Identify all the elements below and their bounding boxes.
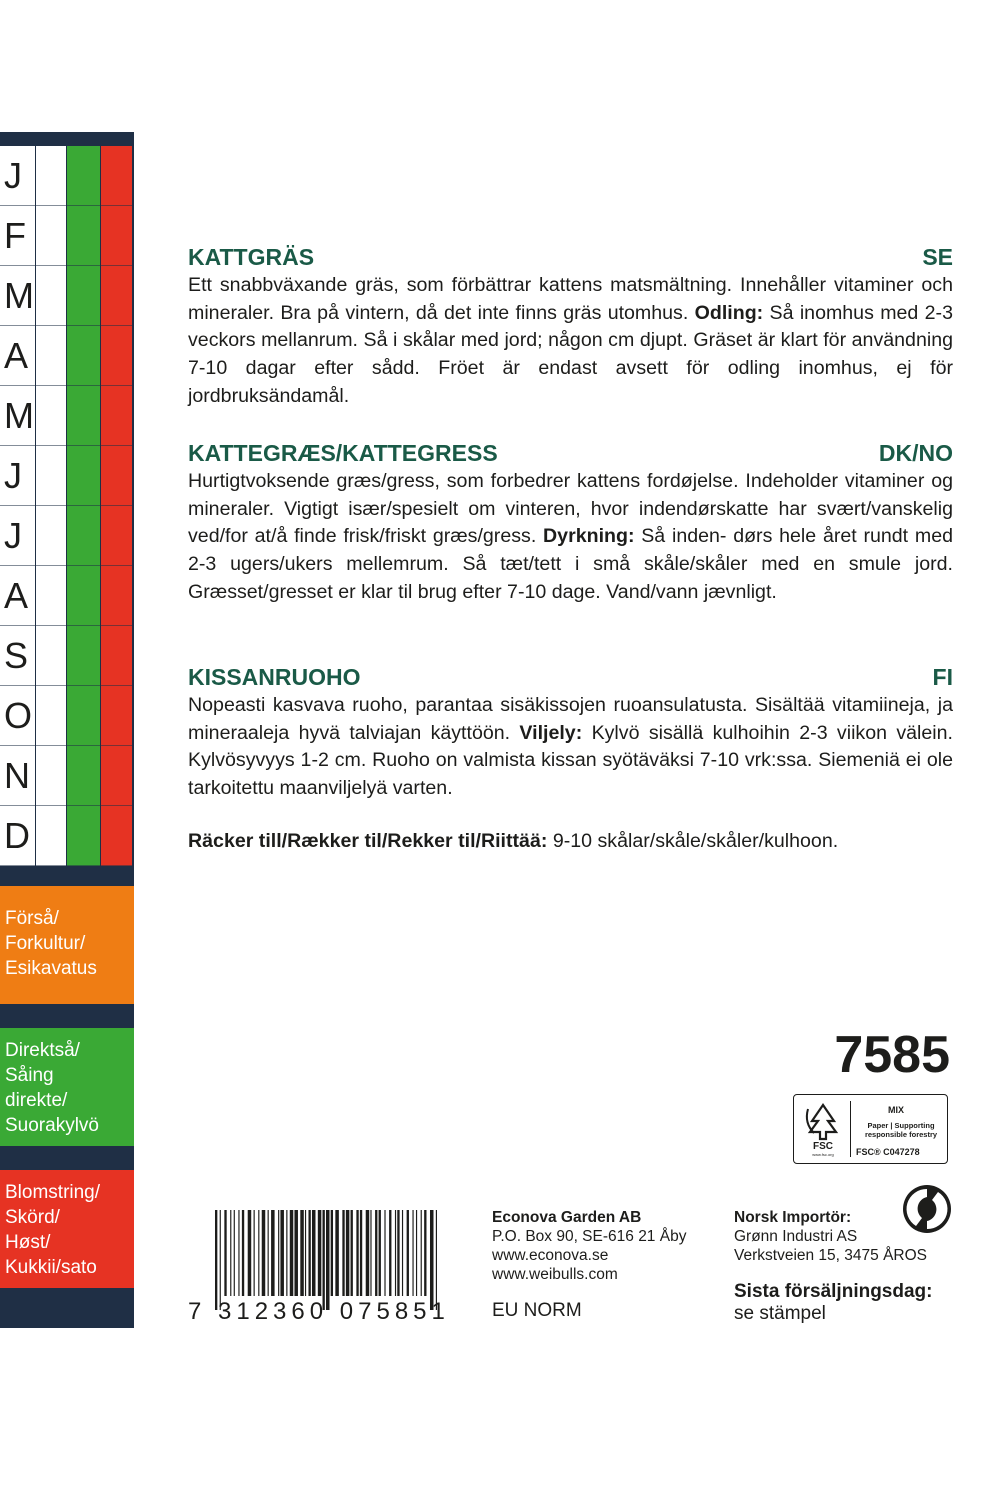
legend-direct-line: direkte/ (5, 1090, 68, 1111)
barcode-bar (305, 1210, 306, 1296)
barcode-bar (436, 1210, 437, 1310)
barcode-bar (424, 1210, 426, 1296)
barcode-bar (407, 1210, 409, 1296)
barcode-bar (308, 1210, 310, 1296)
barcode-bar (402, 1210, 403, 1296)
section-title: KISSANRUOHO (188, 664, 361, 690)
direct-sow-cell (67, 566, 100, 626)
presow-cell (36, 386, 66, 446)
barcode-bar (366, 1210, 370, 1296)
section-body (188, 272, 953, 411)
barcode-digits: 7 312360 075851 (188, 1298, 450, 1325)
company-web: www.weibulls.com (492, 1266, 618, 1283)
importer-name: Grønn Industri AS (734, 1228, 858, 1245)
legend-presow-line: Forkultur/ (5, 933, 86, 954)
fsc-label (793, 1094, 948, 1164)
month-letter: S (0, 626, 35, 686)
barcode-bar (234, 1210, 235, 1296)
barcode-bar (335, 1210, 339, 1296)
barcode-bar (280, 1210, 284, 1296)
presow-cell (36, 746, 66, 806)
company-name: Econova Garden AB (492, 1209, 642, 1226)
barcode-bar (360, 1210, 362, 1296)
yield-value: 9-10 skålar/skåle/skåler/kulhoon. (547, 830, 839, 852)
section-lang: FI (932, 664, 953, 690)
importer-address: Verkstveien 15, 3475 ÅROS (734, 1247, 928, 1264)
bloom-cell (101, 146, 132, 206)
barcode-bar (395, 1210, 396, 1296)
fsc-code: FSC® C047278 (856, 1147, 920, 1157)
barcode-bar (318, 1210, 322, 1296)
barcode-bar (346, 1210, 350, 1296)
legend-bloom-line: Skörd/ (5, 1207, 60, 1228)
legend-bloom-harvest (0, 1170, 134, 1288)
presow-cell (36, 146, 66, 206)
month-letter: N (0, 746, 35, 806)
month-letter: J (0, 146, 35, 206)
barcode-bar (220, 1210, 221, 1310)
barcode-bar (262, 1210, 266, 1296)
bloom-cell (101, 386, 132, 446)
direct-sow-cell (67, 446, 100, 506)
legend-direct-line: Direktså/ (5, 1040, 80, 1061)
fsc-divider (850, 1101, 851, 1157)
barcode-bar (278, 1210, 279, 1296)
fsc-tree-icon (800, 1101, 846, 1157)
barcode-bar (379, 1210, 381, 1296)
legend-bloom-line: Kukkii/sato (5, 1257, 97, 1278)
month-letter: A (0, 566, 35, 626)
barcode-bar (312, 1210, 316, 1296)
barcode-bar (254, 1210, 255, 1296)
section-header (188, 664, 953, 692)
bloom-cell (101, 206, 132, 266)
section-se (188, 244, 953, 411)
body-label: Odling: (694, 301, 764, 324)
body-text: Nopeasti kasvava ruoho, parantaa sisäkissojen ruoansulatusta. Sisältää vitamiineja, ja mineraaleja hyvä talviajan käyttöön. (188, 694, 953, 744)
barcode-bar (375, 1210, 377, 1296)
body-text: Kylvö sisällä kulhoihin 2-3 viikon välein. Kylvösyvyys 1-2 cm. Ruoho on valmista kissan syötäväksi 7-10 vrk:ssa. Siemeniä ei ole tarkoitettu maanviljelyä varten. (188, 721, 953, 800)
barcode-bar (342, 1210, 344, 1296)
barcode-bar (300, 1210, 304, 1296)
barcode-bar (430, 1210, 434, 1310)
last-sale-head: Sista försäljningsdag: (734, 1281, 933, 1302)
direct-sow-cell (67, 206, 100, 266)
presow-cell (36, 506, 66, 566)
legend-presow-line: Förså/ (5, 908, 59, 929)
fsc-mix: MIX (888, 1105, 905, 1115)
barcode-bar (271, 1210, 275, 1296)
last-sale-day (734, 1281, 932, 1325)
body-text: Hurtigtvoksende græs/gress, som forbedrer kattens fordøjelse. Indeholder vitaminer og mineraler. Vigtigt især/spesielt om vinteren, hvor indendørskatte har svært/vanskelig ved/for at/å finde frisk/friskt græs/gress. (188, 470, 953, 548)
month-letter: J (0, 506, 35, 566)
barcode-bar (412, 1210, 413, 1296)
presow-cell (36, 566, 66, 626)
month-row (0, 626, 134, 686)
legend-bloom-line: Blomstring/ (5, 1182, 101, 1203)
section-header (188, 440, 953, 468)
presow-cell (36, 806, 66, 866)
body-text: Så inomhus med 2-3 veckors mellanrum. Så i skålar med jord; någon cm djupt. Gräset är klart för användning 7-10 dagar efter sådd. Fröet är endast avsett för odling inomhus, ej för jordbruksändamål. (188, 301, 953, 407)
legend-presow (0, 886, 134, 1004)
barcode-bar (268, 1210, 269, 1296)
article-number: 7585 (834, 1026, 950, 1084)
barcode-bar (242, 1210, 244, 1296)
legend-bloom-line: Høst/ (5, 1232, 51, 1253)
month-row (0, 326, 134, 386)
fsc-subtitle: Paper | Supporting responsible forestry (864, 1121, 938, 1139)
direct-sow-cell (67, 506, 100, 566)
barcode-bar (258, 1210, 259, 1296)
yield-label: Räcker till/Rækker til/Rekker til/Riittää: (188, 830, 548, 852)
body-label: Viljely: (519, 721, 583, 744)
section-lang: DK/NO (878, 440, 953, 466)
month-calendar (0, 146, 134, 866)
bloom-cell (101, 326, 132, 386)
body-text: Ett snabbväxande gräs, som förbättrar kattens matsmältning. Innehåller vitaminer och mineraler. Bra på vintern, då det inte finns gräs utomhus. (188, 274, 953, 324)
month-row (0, 506, 134, 566)
section-title: KATTGRÄS (188, 244, 315, 270)
barcode-bar (230, 1210, 231, 1296)
barcode-bar (421, 1210, 422, 1296)
barcode-bar (326, 1210, 330, 1310)
section-fi (188, 664, 953, 803)
bloom-cell (101, 806, 132, 866)
barcode-bar (286, 1210, 287, 1296)
company-web: www.econova.se (492, 1247, 609, 1264)
barcode-bar (331, 1210, 333, 1296)
month-letter: F (0, 206, 35, 266)
importer-head: Norsk Importör: (734, 1209, 852, 1226)
bloom-cell (101, 626, 132, 686)
bloom-cell (101, 746, 132, 806)
company-address: P.O. Box 90, SE-616 21 Åby (492, 1228, 687, 1245)
direct-sow-cell (67, 266, 100, 326)
bloom-cell (101, 446, 132, 506)
barcode-icon (215, 1210, 437, 1310)
company-info (492, 1208, 686, 1284)
barcode-bar (370, 1210, 371, 1296)
legend-direct-sow (0, 1028, 134, 1146)
legend-direct-line: Suorakylvö (5, 1115, 99, 1136)
month-row (0, 806, 134, 866)
presow-cell (36, 266, 66, 326)
yield-info (188, 830, 838, 853)
section-body (188, 692, 953, 803)
month-letter: M (0, 266, 35, 326)
bloom-cell (101, 266, 132, 326)
section-lang: SE (922, 244, 953, 270)
bloom-cell (101, 566, 132, 626)
barcode-bar (294, 1210, 298, 1296)
month-row (0, 266, 134, 326)
month-letter: D (0, 806, 35, 866)
body-label: Dyrkning: (543, 525, 635, 548)
barcode-bar (416, 1210, 417, 1296)
bloom-cell (101, 506, 132, 566)
direct-sow-cell (67, 146, 100, 206)
month-letter: M (0, 386, 35, 446)
legend-presow-line: Esikavatus (5, 958, 97, 979)
importer-info (734, 1208, 927, 1265)
barcode-bar (224, 1210, 226, 1296)
month-row (0, 146, 134, 206)
bloom-cell (101, 686, 132, 746)
legend-direct-line: Såing (5, 1065, 54, 1086)
presow-cell (36, 206, 66, 266)
presow-cell (36, 326, 66, 386)
barcode-bar (351, 1210, 353, 1296)
direct-sow-cell (67, 806, 100, 866)
barcode-bar (389, 1210, 391, 1296)
barcode-bar (248, 1210, 252, 1296)
month-letter: O (0, 686, 35, 746)
fsc-logo-text: FSC (813, 1141, 833, 1152)
recycle-icon (902, 1184, 952, 1234)
presow-cell (36, 686, 66, 746)
presow-cell (36, 446, 66, 506)
direct-sow-cell (67, 626, 100, 686)
barcode-bar (322, 1210, 324, 1310)
section-header (188, 244, 953, 272)
month-row (0, 746, 134, 806)
barcode-bar (397, 1210, 399, 1296)
month-letter: J (0, 446, 35, 506)
month-row (0, 686, 134, 746)
barcode-bar (356, 1210, 358, 1296)
last-sale-value: se stämpel (734, 1303, 826, 1324)
month-row (0, 446, 134, 506)
section-body (188, 468, 953, 607)
body-text: Så inden- dørs hele året rundt med 2-3 ugers/ukers mellemrum. Så tæt/tett i små skåle/skåler med en smule jord. Græsset/gresset er klar til brug efter 7-10 dage. Vand/vann jævnligt. (188, 525, 953, 603)
barcode-bar (290, 1210, 294, 1296)
fsc-url: www.fsc.org (812, 1152, 834, 1157)
month-row (0, 566, 134, 626)
presow-cell (36, 626, 66, 686)
eu-norm: EU NORM (492, 1300, 582, 1321)
section-dk-no (188, 440, 953, 607)
barcode-bar (215, 1210, 217, 1310)
barcode-bar (384, 1210, 385, 1296)
month-row (0, 206, 134, 266)
barcode-bar (238, 1210, 239, 1296)
direct-sow-cell (67, 746, 100, 806)
month-letter: A (0, 326, 35, 386)
direct-sow-cell (67, 686, 100, 746)
row-separator (0, 865, 134, 866)
direct-sow-cell (67, 386, 100, 446)
direct-sow-cell (67, 326, 100, 386)
section-title: KATTEGRÆS/KATTEGRESS (188, 440, 498, 466)
month-row (0, 386, 134, 446)
